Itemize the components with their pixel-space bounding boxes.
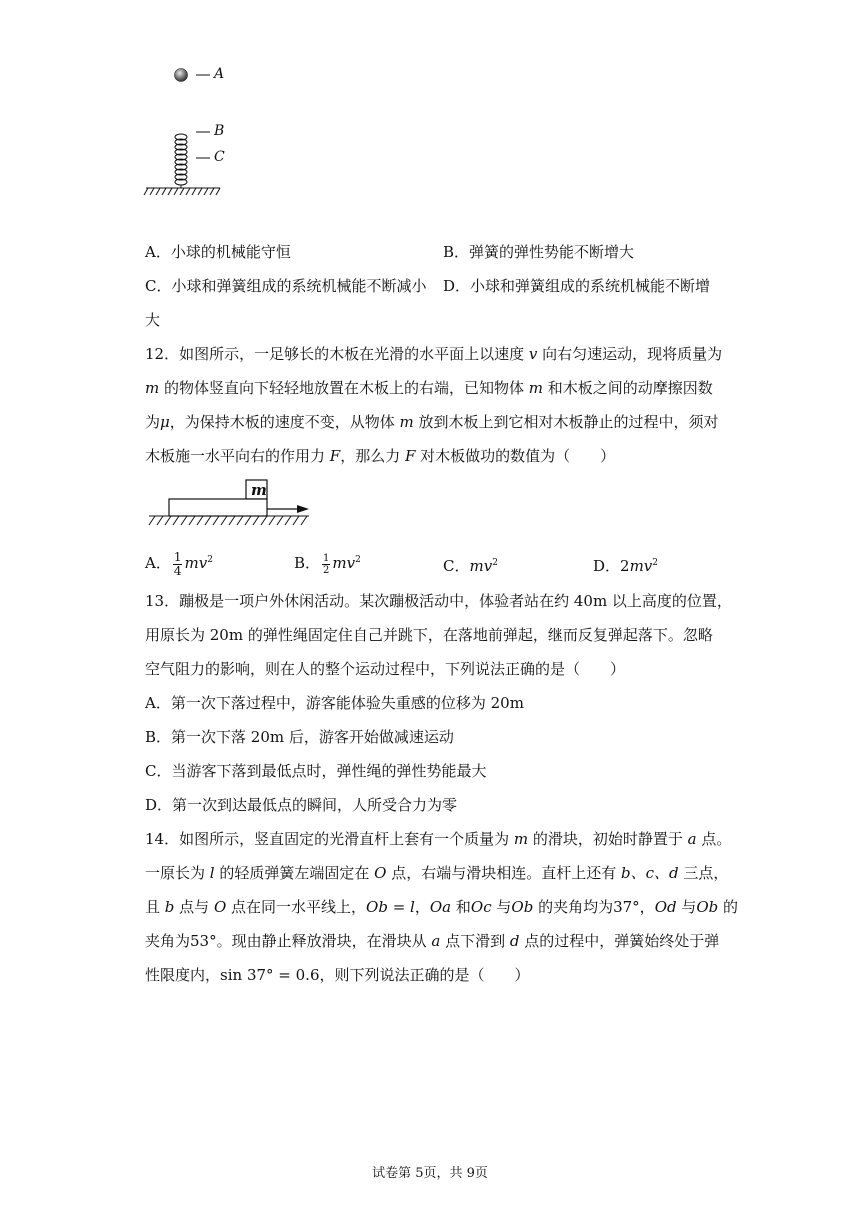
label-C: C <box>214 149 225 165</box>
q14-line-3: 且 b 点与 O 点在同一水平线上，Ob = l，Oa 和Oc 与Ob 的夹角均为37°，Od 与Ob 的 <box>145 898 739 916</box>
ball <box>175 69 188 82</box>
q13-line-2: 用原长为 20m 的弹性绳固定住自己并跳下，在落地前弹起，继而反复弹起落下。忽略 <box>145 626 713 644</box>
q13-option-d: D．第一次到达最低点的瞬间，人所受合力为零 <box>145 796 458 814</box>
q13-line-3: 空气阻力的影响，则在人的整个运动过程中，下列说法正确的是（ ） <box>145 660 626 678</box>
q12-option-a: A． $\frac{1}{4}$ $mv^2$ <box>145 549 213 578</box>
figure-board-block <box>145 478 315 534</box>
q12-line-4: 木板施一水平向右的作用力 F，那么力 F 对木板做功的数值为（ ） <box>145 447 616 465</box>
q11-option-a: A．小球的机械能守恒 <box>145 243 291 261</box>
q12-line-1: 12．如图所示，一足够长的木板在光滑的水平面上以速度 v 向右匀速运动，现将质量为 <box>145 345 723 363</box>
q13-option-a: A．第一次下落过程中，游客能体验失重感的位移为 20m <box>145 694 524 712</box>
q14-line-5: 性限度内，sin 37° = 0.6，则下列说法正确的是（ ） <box>145 966 530 984</box>
ground <box>149 516 309 525</box>
q12-option-d: D．$2mv^2$ <box>593 557 659 575</box>
q11-option-b: B．弹簧的弹性势能不断增大 <box>443 243 635 261</box>
q12-option-c: C．$mv^2$ <box>443 557 498 575</box>
q13-line-1: 13．蹦极是一项户外休闲活动。某次蹦极活动中，体验者站在约 40m 以上高度的位置， <box>145 592 732 610</box>
label-B: B <box>214 123 225 139</box>
q13-option-b: B．第一次下落 20m 后，游客开始做减速运动 <box>145 728 454 746</box>
q14-line-2: 一原长为 l 的轻质弹簧左端固定在 O 点，右端与滑块相连。直杆上还有 b、c、d 三点， <box>145 864 729 882</box>
figure-ball-spring <box>140 60 250 200</box>
q12-option-b: B． $\frac{1}{2}$ $mv^2$ <box>294 552 361 576</box>
q14-line-1: 14．如图所示，竖直固定的光滑直杆上套有一个质量为 m 的滑块，初始时静置于 a 点。 <box>145 830 732 848</box>
velocity-arrow <box>297 505 309 513</box>
spring <box>175 134 187 188</box>
page-footer: 试卷第 5页，共 9页 <box>372 1166 488 1181</box>
ground <box>144 188 220 195</box>
q12-line-2: m 的物体竖直向下轻轻地放置在木板上的右端，已知物体 m 和木板之间的动摩擦因数 <box>145 379 713 397</box>
q12-line-3: 为μ，为保持木板的速度不变，从物体 m 放到木板上到它相对木板静止的过程中，须对 <box>145 413 719 431</box>
label-A: A <box>214 66 225 82</box>
q14-line-4: 夹角为53°。现由静止释放滑块，在滑块从 a 点下滑到 d 点的过程中，弹簧始终处于弹 <box>145 932 720 950</box>
q11-option-c: C．小球和弹簧组成的系统机械能不断减小 <box>145 277 427 295</box>
q11-option-d-cont: 大 <box>145 311 161 329</box>
board <box>169 499 267 516</box>
block-label: m <box>251 481 267 499</box>
q11-option-d: D．小球和弹簧组成的系统机械能不断增 <box>443 277 711 295</box>
q13-option-c: C．当游客下落到最低点时，弹性绳的弹性势能最大 <box>145 762 487 780</box>
